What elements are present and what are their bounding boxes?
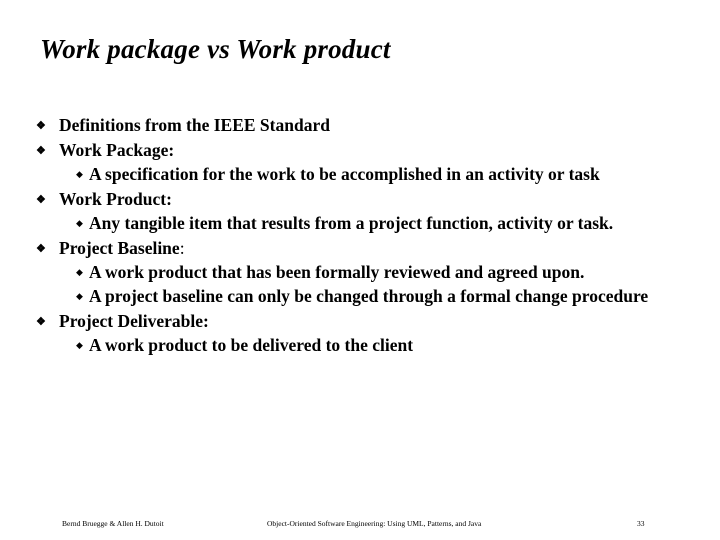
list-item-label: Work Package: [59,140,175,160]
sub-item [59,337,686,354]
list-item-work-package [36,141,686,183]
sub-item-text: Any tangible item that results from a project function, activity or task. [89,213,614,233]
square-bullet-icon: ◆ [76,291,83,301]
diamond-bullet-icon: ❖ [36,145,46,157]
diamond-bullet-icon: ❖ [36,316,46,328]
footer-book-title: Object-Oriented Software Engineering: Using UML, Patterns, and Java [267,519,482,528]
list-item-project-baseline [36,239,686,305]
square-bullet-icon: ◆ [76,340,83,350]
sub-item-text: A work product to be delivered to the client [89,335,414,355]
square-bullet-icon: ◆ [76,267,83,277]
sub-item [59,166,686,183]
list-item-definitions [36,116,686,135]
sub-item [59,264,686,281]
list-item-project-deliverable [36,312,686,354]
diamond-bullet-icon: ❖ [36,194,46,206]
page-number: 33 [637,519,645,528]
list-item-suffix: : [179,238,185,258]
list-item-work-product [36,190,686,232]
diamond-bullet-icon: ❖ [36,120,46,132]
list-item-label: Project Deliverable: [59,311,209,331]
diamond-bullet-icon: ❖ [36,243,46,255]
list-item-label: Work Product: [59,189,172,209]
page-title: Work package vs Work product [40,34,391,64]
square-bullet-icon: ◆ [76,218,83,228]
sub-item-text: A project baseline can only be changed through a formal change procedure [89,286,649,306]
footer-authors: Bernd Bruegge & Allen H. Dutoit [62,519,164,528]
list-item-label: Project Baseline [59,238,180,258]
sub-item [59,288,686,305]
bullet-list [36,116,686,361]
sub-item-text: A specification for the work to be accomplished in an activity or task [89,164,600,184]
sub-item [59,215,686,232]
list-item-label: Definitions from the IEEE Standard [59,115,330,135]
sub-item-text: A work product that has been formally reviewed and agreed upon. [89,262,585,282]
square-bullet-icon: ◆ [76,169,83,179]
